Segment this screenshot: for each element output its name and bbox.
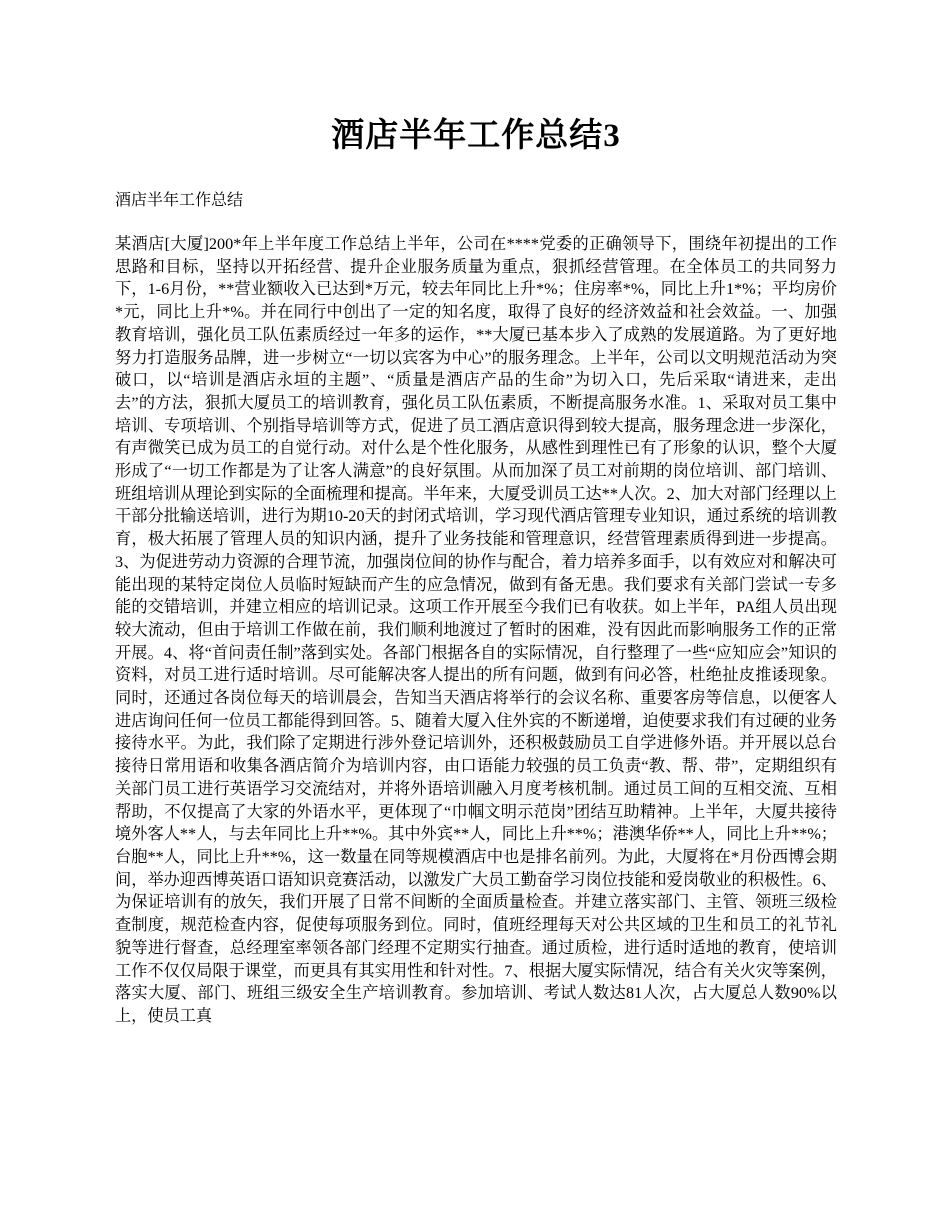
document-title: 酒店半年工作总结3 bbox=[331, 118, 621, 154]
document-subtitle: 酒店半年工作总结 bbox=[115, 192, 244, 209]
document-page bbox=[115, 112, 837, 1028]
document-body: 某酒店[大厦]200*年上半年度工作总结上半年，公司在****党委的正确领导下，围绕年初提出的工作思路和目标，坚持以开拓经营、提升企业服务质量为重点，狠抓经营管理。在全体员工的共同努力下，1-6月份，**营业额收入已达到*万元，较去年同比上升*%；住房率*%，同比上升1*%；平均房价*元，同比上升*%。并在同行中创出了一定的知名度，取得了良好的经济效益和社会效益。一、加强教育培训，强化员工队伍素质经过一年多的运作，**大厦已基本步入了成熟的发展道路。为了更好地努力打造服务品牌，进一步树立“一切以宾客为中心”的服务理念。上半年，公司以文明规范活动为突破口，以“培训是酒店永垣的主题”、“质量是酒店产品的生命”为切入口，先后采取“请进来，走出去”的方法，狠抓大厦员工的培训教育，强化员工队伍素质，不断提高服务水准。1、采取对员工集中培训、专项培训、个别指导培训等方式，促进了员工酒店意识得到较大提高，服务理念进一步深化，有声微笑已成为员工的自觉行动。对什么是个性化服务，从感性到理性已有了形象的认识，整个大厦形成了“一切工作都是为了让客人满意”的良好氛围。从而加深了员工对前期的岗位培训、部门培训、班组培训从理论到实际的全面梳理和提高。半年来，大厦受训员工达**人次。2、加大对部门经理以上干部分批输送培训，进行为期10-20天的封闭式培训，学习现代酒店管理专业知识，通过系统的培训教育，极大拓展了管理人员的知识内涵，提升了业务技能和管理意识，经营管理素质得到进一步提高。3、为促进劳动力资源的合理节流，加强岗位间的协作与配合，着力培养多面手，以有效应对和解决可能出现的某特定岗位人员临时短缺而产生的应急情况，做到有备无患。我们要求有关部门尝试一专多能的交错培训，并建立相应的培训记录。这项工作开展至今我们已有收获。如上半年，PA组人员出现较大流动，但由于培训工作做在前，我们顺利地渡过了暂时的困难，没有因此而影响服务工作的正常开展。4、将“首问责任制”落到实处。各部门根据各自的实际情况，自行整理了一些“应知应会”知识的资料，对员工进行适时培训。尽可能解决客人提出的所有问题，做到有问必答，杜绝扯皮推诿现象。同时，还通过各岗位每天的培训晨会，告知当天酒店将举行的会议名称、重要客房等信息，以便客人进店询问任何一位员工都能得到回答。5、随着大厦入住外宾的不断递增，迫使要求我们有过硬的业务接待水平。为此，我们除了定期进行涉外登记培训外，还积极鼓励员工自学进修外语。并开展以总台接待日常用语和收集各酒店简介为培训内容，由口语能力较强的员工负责“教、帮、带”，定期组织有关部门员工进行英语学习交流结对，并将外语培训融入月度考核机制。通过员工间的互相交流、互相帮助，不仅提高了大家的外语水平，更体现了“巾帼文明示范岗”团结互助精神。上半年，大厦共接待境外客人**人，与去年同比上升**%。其中外宾**人，同比上升**%；港澳华侨**人，同比上升**%；台胞**人，同比上升**%，这一数量在同等规模酒店中也是排名前列。为此，大厦将在*月份西博会期间，举办迎西博英语口语知识竞赛活动，以激发广大员工勤奋学习岗位技能和爱岗敬业的积极性。6、为保证培训有的放矢，我们开展了日常不间断的全面质量检查。并建立落实部门、主管、领班三级检查制度，规范检查内容，促使每项服务到位。同时，值班经理每天对公共区域的卫生和员工的礼节礼貌等进行督查，总经理室率领各部门经理不定期实行抽查。通过质检，进行适时适地的教育，使培训工作不仅仅局限于课堂，而更具有其实用性和针对性。7、根据大厦实际情况，结合有关火灾等案例，落实大厦、部门、班组三级安全生产培训教育。参加培训、考试人数达81人次，占大厦总人数90%以上，使员工真 bbox=[115, 235, 837, 1025]
